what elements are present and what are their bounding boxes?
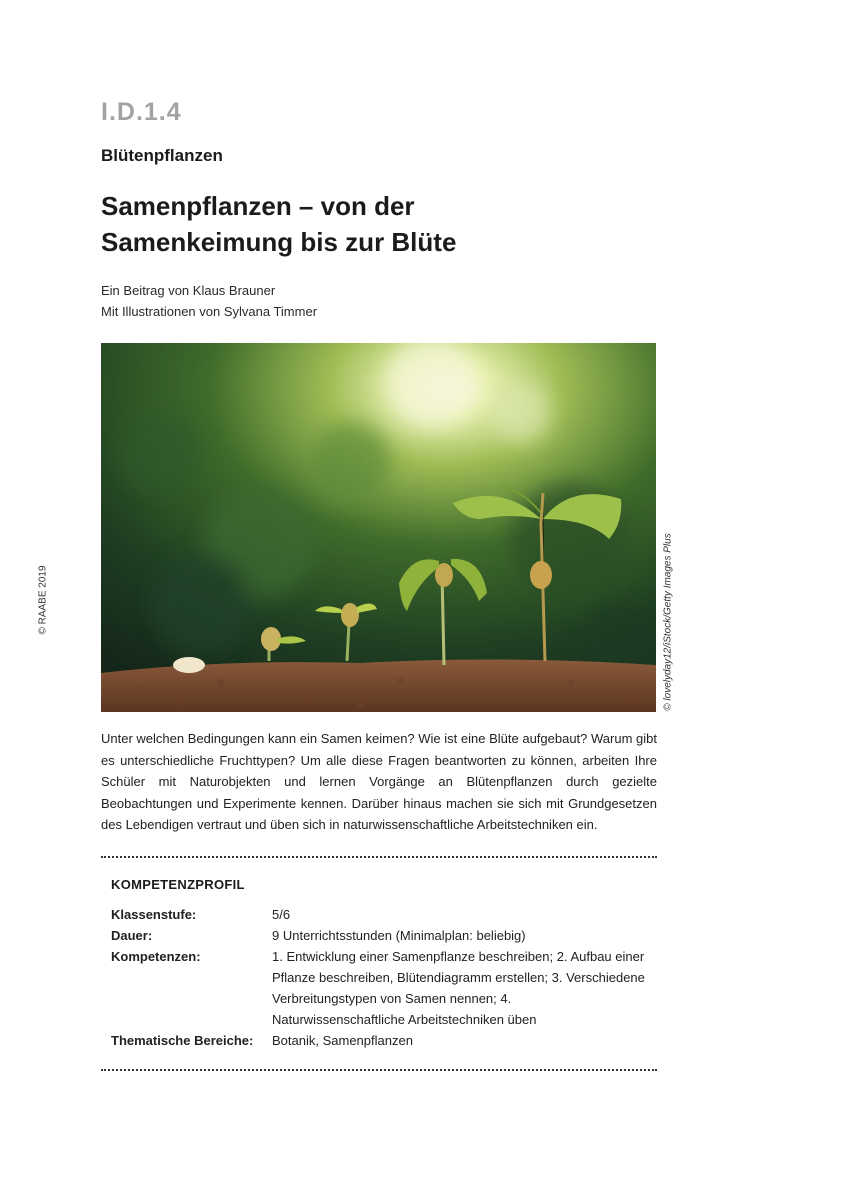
illustrator-line: Mit Illustrationen von Sylvana Timmer [101,304,318,319]
dotted-divider-top [101,856,657,858]
section-code: I.D.1.4 [101,98,182,126]
profile-row [111,946,651,1030]
profile-row [111,904,651,925]
profile-value: Botanik, Samenpflanzen [272,1033,413,1048]
seedling-illustration [101,343,656,712]
profile-table [111,904,651,1051]
title-line-1: Samenpflanzen – von der [101,191,415,221]
profile-row [111,925,651,946]
photo-credit: © lovelyday12/iStock/Getty Images Plus [662,533,674,711]
profile-label: Kompetenzen: [111,949,201,964]
author-line: Ein Beitrag von Klaus Brauner [101,283,276,298]
profile-label: Klassenstufe: [111,907,197,922]
author-block [101,280,317,322]
intro-paragraph: Unter welchen Bedingungen kann ein Samen keimen? Wie ist eine Blüte aufgebaut? Warum gibt es unterschiedliche Fruchttypen? Um alle diese Fragen beantworten zu können, arbeiten Ihre Schüler mit Naturobjekten und lernen Vorgänge an Blütenpflanzen durch gezielte Beobachtungen und Experimente kennen. Darüber hinaus machen sie sich mit Grundgesetzen des Lebendigen vertraut und üben sich in naturwissenschaftliche Arbeitstechniken ein. [101,731,657,833]
seedling-growth-photo [101,343,656,712]
category-heading: Blütenpflanzen [101,146,223,165]
profile-value: 1. Entwicklung einer Samenpflanze beschreiben; 2. Aufbau einer Pflanze beschreiben, Blütendiagramm erstellen; 3. Verschiedene Verbreitungstypen von Samen nennen; 4. Naturwissenschaftliche Arbeitstechniken üben [272,949,645,1027]
dotted-divider-bottom [101,1069,657,1071]
title-line-2: Samenkeimung bis zur Blüte [101,227,457,257]
page-title [101,188,661,260]
profile-label: Dauer: [111,928,153,943]
copyright-note: © RAABE 2019 [37,565,49,635]
profile-label: Thematische Bereiche: [111,1033,254,1048]
profile-value: 5/6 [272,907,291,922]
profile-row [111,1030,651,1051]
profile-heading: KOMPETENZPROFIL [111,877,245,892]
profile-value: 9 Unterrichtsstunden (Minimalplan: beliebig) [272,928,526,943]
